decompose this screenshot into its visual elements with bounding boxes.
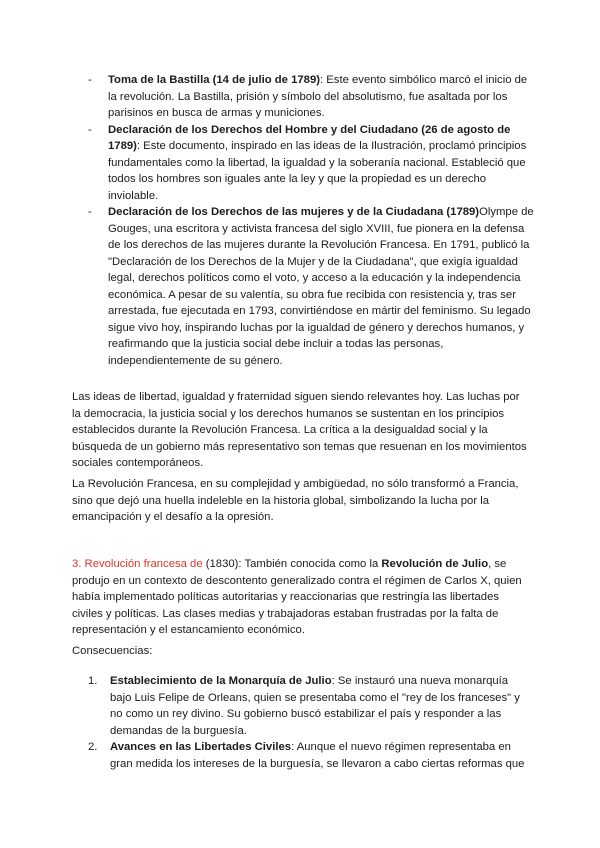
item-text: : Este evento simbólico marcó el inicio de la revolución. La Bastilla, prisión y símbolo del absolutismo, fue asaltada por los parisinos en busca de armas y municiones. bbox=[108, 74, 528, 119]
list-item bbox=[88, 673, 528, 739]
item-title: Declaración de los Derechos del Hombre y del Ciudadano (26 de agosto de 1789) bbox=[108, 123, 511, 152]
consequences-label: Consecuencias: bbox=[72, 645, 153, 657]
paragraph-relevance: Las ideas de libertad, igualdad y fraternidad siguen siendo relevantes hoy. Las luchas por la democracia, la justicia social y los derechos humanos se sustentan en los principios establecidos durante la Revolución Francesa. La crítica a la desigualdad social y la búsqueda de un gobierno más representativo son temas que resuenan en los movimientos sociales contemporáneos. bbox=[72, 391, 527, 469]
section-1830 bbox=[72, 556, 530, 639]
consequences-list bbox=[88, 673, 528, 772]
section-body: , se produjo en un contexto de descontento generalizado contra el régimen de Carlos X, quien había implementado políticas autoritarias y reaccionarias que restringía las libertades civiles y políticas. Las clases medias y trabajadoras estaban frustradas por la falta de representación y el estancamiento económico. bbox=[72, 558, 522, 636]
section-heading: 3. Revolución francesa de bbox=[72, 558, 203, 570]
bullet-list bbox=[88, 72, 534, 369]
item-text: : Este documento, inspirado en las ideas de la Ilustración, proclamó principios fundamentales como la libertad, la igualdad y la soberanía nacional. Estableció que todos los hombres son iguales ante la ley y que la propiedad es un derecho inviolable. bbox=[108, 140, 527, 202]
item-number: 2. bbox=[88, 741, 98, 753]
list-item bbox=[88, 122, 534, 205]
section-year: (1830) bbox=[202, 558, 239, 570]
list-item bbox=[88, 204, 534, 369]
dash-marker: - bbox=[88, 74, 92, 86]
item-title: Avances en las Libertades Civiles bbox=[110, 741, 292, 753]
item-text: Olympe de Gouges, una escritora y activista francesa del siglo XVIII, fue pionera en la defensa de los derechos de las mujeres durante la Revolución Francesa. En 1791, publicó la "Declaración de los Derechos de la Mujer y de la Ciudadana", que exigía igualdad legal, derechos políticos como el voto, y acceso a la educación y la independencia económica. A pesar de su valentía, su obra fue recibida con resistencia y, tras ser arrestada, fue ejecutada en 1793, convirtiéndose en mártir del feminismo. Su legado sigue vivo hoy, inspirando luchas por la igualdad de género y derechos humanos, y reafirmando que la justicia social debe incluir a todas las personas, independientemente de su género. bbox=[108, 206, 534, 367]
dash-marker: - bbox=[88, 206, 92, 218]
item-title: Toma de la Bastilla (14 de julio de 1789) bbox=[108, 74, 320, 86]
item-text: : Aunque el nuevo régimen representaba en gran medida los intereses de la burguesía, se llevaron a cabo ciertas reformas que bbox=[110, 741, 525, 770]
revolution-name: Revolución de Julio bbox=[381, 558, 489, 570]
item-title: Establecimiento de la Monarquía de Julio bbox=[110, 675, 332, 687]
item-text: : Se instauró una nueva monarquía bajo Luis Felipe de Orleans, quien se presentaba como el "rey de los franceses" y no como un rey divino. Su gobierno buscó estabilizar el país y responder a las demandas de la burguesía. bbox=[110, 675, 520, 737]
list-item bbox=[88, 72, 534, 122]
paragraph-conclusion: La Revolución Francesa, en su complejidad y ambigüedad, no sólo transformó a Francia, sino que dejó una huella indeleble en la historia global, simbolizando la lucha por la emancipación y el desafío a la opresión. bbox=[72, 478, 519, 523]
item-title: Declaración de los Derechos de las mujeres y de la Ciudadana (1789) bbox=[108, 206, 480, 218]
item-number: 1. bbox=[88, 675, 98, 687]
section-intro: : También conocida como la bbox=[238, 558, 382, 570]
list-item bbox=[88, 739, 528, 772]
dash-marker: - bbox=[88, 123, 92, 136]
